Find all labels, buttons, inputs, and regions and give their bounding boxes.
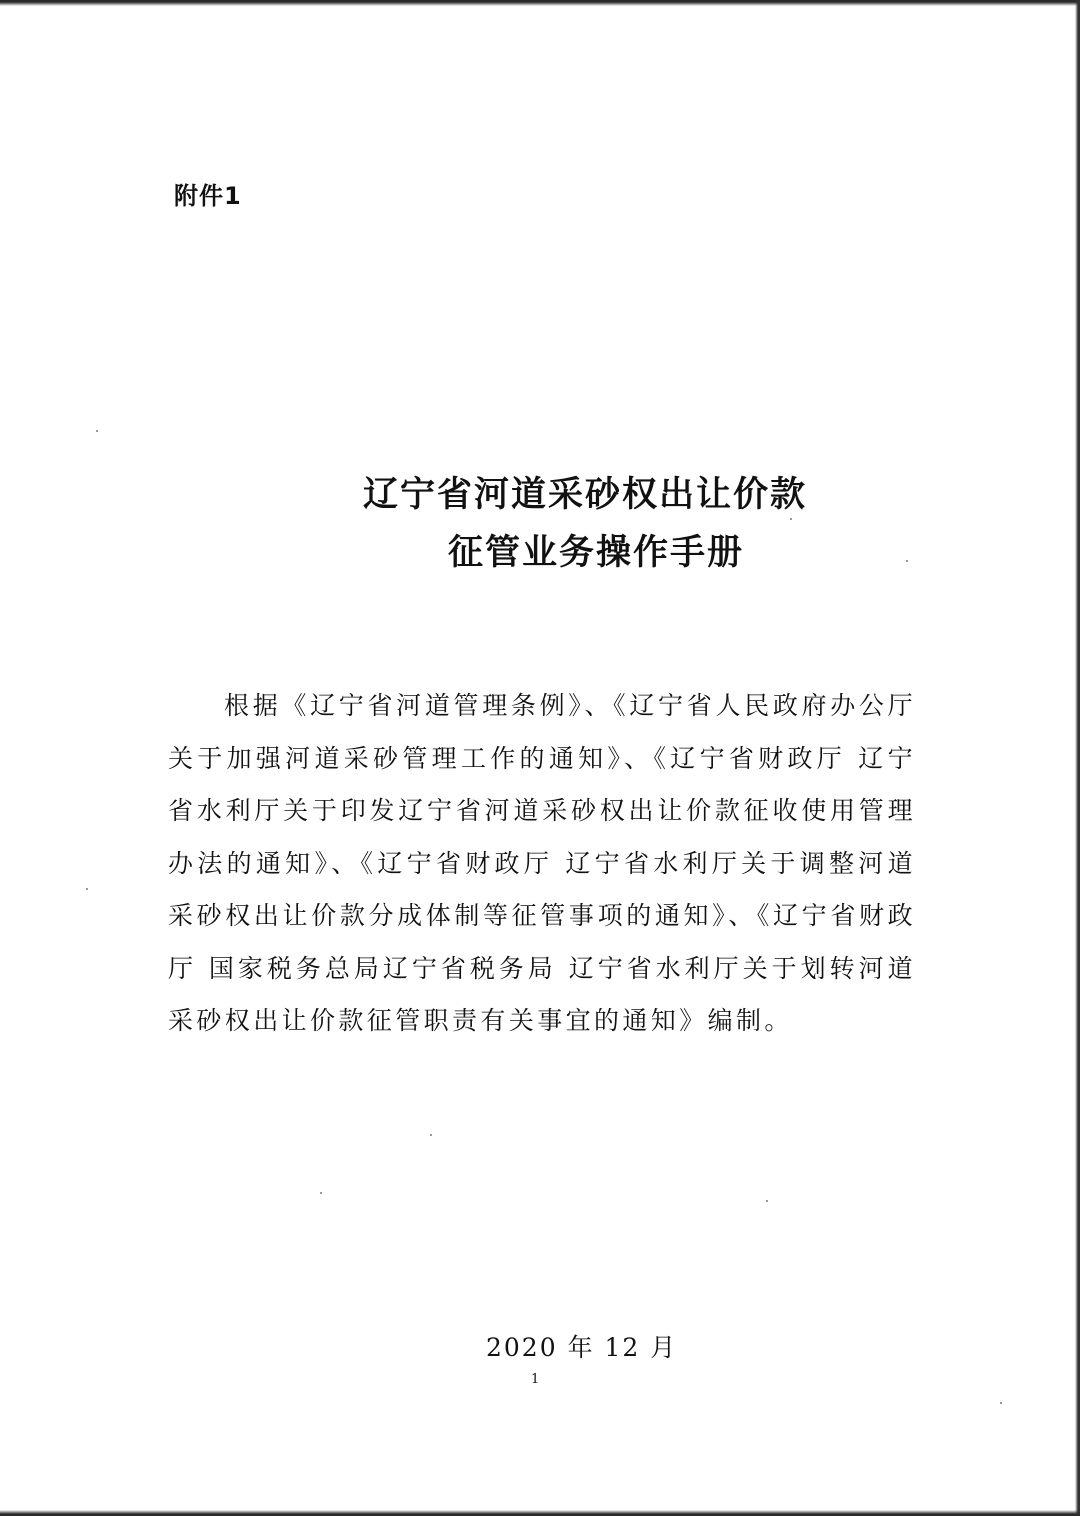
scan-speck [430,1134,432,1136]
scan-speck [790,518,792,520]
document-date: 2020 年 12 月 [486,1333,678,1362]
document-title [0,466,1080,582]
scan-edge-bottom [0,1510,1080,1516]
scan-speck [906,560,908,562]
scan-speck [320,1192,322,1194]
page-number: 1 [531,1372,540,1387]
title-line-1: 辽宁省河道采砂权出让价款 [362,475,807,515]
attachment-label: 附件1 [174,182,242,210]
scan-speck [86,888,88,890]
scan-speck [96,430,98,432]
scan-speck [766,1200,768,1202]
body-paragraph: 根据《辽宁省河道管理条例》、《辽宁省人民政府办公厅关于加强河道采砂管理工作的通知》、《辽宁省财政厅 辽宁省水利厅关于印发辽宁省河道采砂权出让价款征收使用管理办法的通知》、《辽宁省财政厅 辽宁省水利厅关于调整河道采砂权出让价款分成体制等征管事项的通知》、《辽宁省财政厅 国家税务总局辽宁省税务局 辽宁省水利厅关于划转河道采砂权出让价款征管职责有关事宜的通知》编制。 [168,691,916,1035]
scan-edge-right [1075,0,1080,1516]
scan-speck [1000,1402,1002,1404]
title-line-2: 征管业务操作手册 [447,533,744,573]
scan-edge-top [0,0,1080,6]
